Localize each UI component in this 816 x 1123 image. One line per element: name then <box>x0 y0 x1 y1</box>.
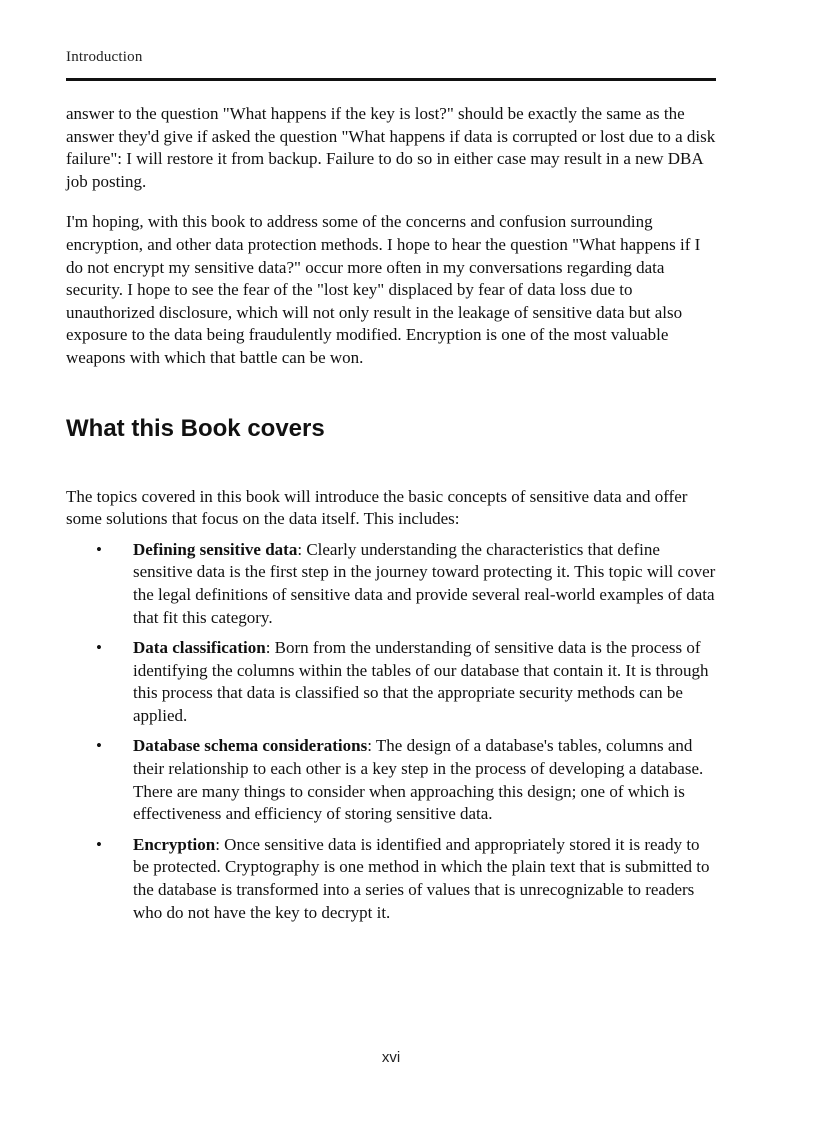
list-item <box>66 539 716 629</box>
list-item-term: Data classification <box>133 638 266 658</box>
bullet: • <box>96 539 102 559</box>
bullet: • <box>96 736 102 756</box>
list-item-text: : Born from the understanding of sensitive data is the process of identifying the columns within the tables of our database that contain it. It is through this process that data is classified so that the appropriate security methods can be applied. <box>133 638 709 725</box>
document-page <box>66 0 716 1123</box>
list-item-text: : Clearly understanding the characteristics that define sensitive data is the first step in the journey toward protecting it. This topic will cover the legal definitions of sensitive data and provide several real-world examples of data that fit this category. <box>133 539 716 627</box>
list-item-text: : Once sensitive data is identified and appropriately stored it is ready to be protected. Cryptography is one method in which the plain text that is submitted to the database is transformed into a series of values that is unrecognizable to readers who do not have the key to decrypt it. <box>133 834 710 922</box>
list-item <box>66 735 716 825</box>
list-item-term: Defining sensitive data <box>133 539 298 559</box>
topics-list <box>66 539 716 925</box>
list-item <box>66 637 716 727</box>
paragraph: answer to the question "What happens if the key is lost?" should be exactly the same as the answer they'd give if asked the question "What happens if data is corrupted or lost due to a disk failure": I will restore it from backup. Failure to do so in either case may result in a new DBA job posting. <box>66 104 716 191</box>
header-rule <box>66 78 716 81</box>
body-text <box>66 103 716 932</box>
list-item-text: : The design of a database's tables, columns and their relationship to each other is a key step in the process of developing a database. There are many things to consider when approaching this design; one of which is effectiveness and efficiency of storing sensitive data. <box>133 736 704 824</box>
section-intro: The topics covered in this book will introduce the basic concepts of sensitive data and offer some solutions that focus on the data itself. This includes: <box>66 486 688 529</box>
paragraph: I'm hoping, with this book to address some of the concerns and confusion surrounding encryption, and other data protection methods. I hope to hear the question "What happens if I do not encrypt my sensitive data?" occur more often in my conversations regarding data security. I hope to see the fear of the "lost key" displaced by fear of data loss due to unauthorized disclosure, which will not only result in the leakage of sensitive data but also exposure to the data being fraudulently modified. Encryption is one of the most valuable weapons with which that battle can be won. <box>66 212 701 367</box>
running-header: Introduction <box>66 49 143 65</box>
list-item <box>66 834 716 924</box>
bullet: • <box>96 638 102 658</box>
section-heading: What this Book covers <box>66 414 325 442</box>
page-number: xvi <box>381 1049 401 1066</box>
list-item-term: Database schema considerations <box>133 736 368 756</box>
list-item-term: Encryption <box>133 834 216 854</box>
bullet: • <box>96 834 102 854</box>
